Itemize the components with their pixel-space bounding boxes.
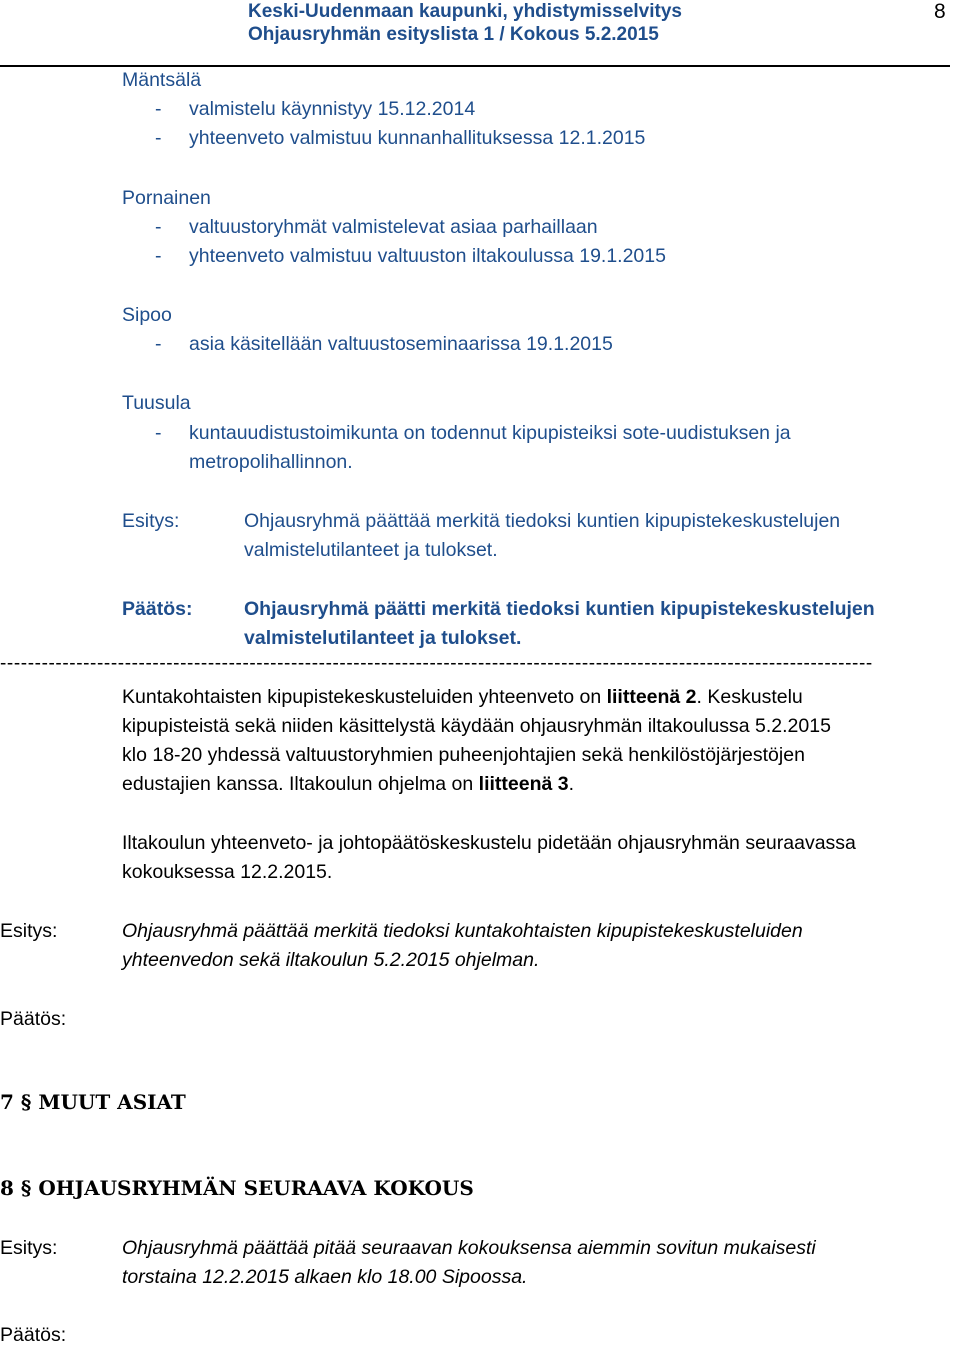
header-title: Keski-Uudenmaan kaupunki, yhdistymisselvitys — [248, 1, 682, 22]
header-subtitle: Ohjausryhmän esityslista 1 / Kokous 5.2.2015 — [248, 24, 659, 45]
paatos-label: Päätös: — [0, 1324, 67, 1346]
paatos-label: Päätös: — [0, 1008, 67, 1030]
esitys-label: Esitys: — [122, 510, 180, 532]
municipality-name: Sipoo — [122, 304, 172, 326]
bullet-dash: - — [155, 245, 162, 267]
bullet-dash: - — [155, 127, 162, 149]
municipality-name: Tuusula — [122, 392, 191, 414]
list-item: asia käsitellään valtuustoseminaarissa 19.1.2015 — [189, 333, 613, 355]
municipality-name: Mäntsälä — [122, 69, 202, 91]
esitys-text: Ohjausryhmä päättää merkitä tiedoksi kuntakohtaisten kipupistekeskusteluiden — [122, 920, 803, 942]
bullet-dash: - — [155, 216, 162, 238]
esitys-text: Ohjausryhmä päättää pitää seuraavan kokouksensa aiemmin sovitun mukaisesti — [122, 1237, 816, 1259]
body-line: Iltakoulun yhteenveto- ja johtopäätöskeskustelu pidetään ohjausryhmän seuraavassa — [122, 832, 856, 854]
body-line: kipupisteistä sekä niiden käsittelystä käydään ohjausryhmän iltakoulussa 5.2.2015 — [122, 715, 831, 737]
municipality-name: Pornainen — [122, 187, 211, 209]
paatos-label: Päätös: — [122, 598, 193, 620]
list-item: metropolihallinnon. — [189, 451, 353, 473]
paatos-text: valmistelutilanteet ja tulokset. — [244, 627, 522, 649]
body-line: Kuntakohtaisten kipupistekeskusteluiden yhteenveto on liitteenä 2. Keskustelu — [122, 686, 803, 708]
body-line: kokouksessa 12.2.2015. — [122, 861, 333, 883]
bullet-dash: - — [155, 98, 162, 120]
section-number: 7 § — [0, 1090, 32, 1114]
bullet-dash: - — [155, 333, 162, 355]
esitys-label: Esitys: — [0, 1237, 58, 1259]
page-number: 8 — [934, 0, 946, 23]
section-number: 8 § — [0, 1176, 32, 1200]
section-title: MUUT ASIAT — [38, 1090, 186, 1114]
list-item: yhteenveto valmistuu kunnanhallituksessa 12.1.2015 — [189, 127, 646, 149]
section-heading — [0, 1174, 474, 1202]
esitys-text: torstaina 12.2.2015 alkaen klo 18.00 Sipoossa. — [122, 1266, 528, 1288]
esitys-label: Esitys: — [0, 920, 58, 942]
attachment-reference: liitteenä 3 — [478, 773, 569, 795]
attachment-reference: liitteenä 2 — [606, 686, 697, 708]
list-item: valmistelu käynnistyy 15.12.2014 — [189, 98, 476, 120]
body-line: klo 18-20 yhdessä valtuustoryhmien puheenjohtajien sekä henkilöstöjärjestöjen — [122, 744, 805, 766]
body-line: edustajien kanssa. Iltakoulun ohjelma on liitteenä 3. — [122, 773, 575, 795]
esitys-text: valmistelutilanteet ja tulokset. — [244, 539, 498, 561]
dashed-separator: ------------------------------------------------------------------------------------------------------------------------------ — [0, 653, 873, 674]
list-item: valtuustoryhmät valmistelevat asiaa parhaillaan — [189, 216, 598, 238]
bullet-dash: - — [155, 422, 162, 444]
list-item: yhteenveto valmistuu valtuuston iltakoulussa 19.1.2015 — [189, 245, 666, 267]
section-title: OHJAUSRYHMÄN SEURAAVA KOKOUS — [38, 1176, 474, 1200]
section-heading — [0, 1088, 186, 1116]
list-item: kuntauudistustoimikunta on todennut kipupisteiksi sote-uudistuksen ja — [189, 422, 791, 444]
esitys-text: yhteenvedon sekä iltakoulun 5.2.2015 ohjelman. — [122, 949, 540, 971]
paatos-text: Ohjausryhmä päätti merkitä tiedoksi kuntien kipupistekeskustelujen — [244, 598, 875, 620]
esitys-text: Ohjausryhmä päättää merkitä tiedoksi kuntien kipupistekeskustelujen — [244, 510, 841, 532]
